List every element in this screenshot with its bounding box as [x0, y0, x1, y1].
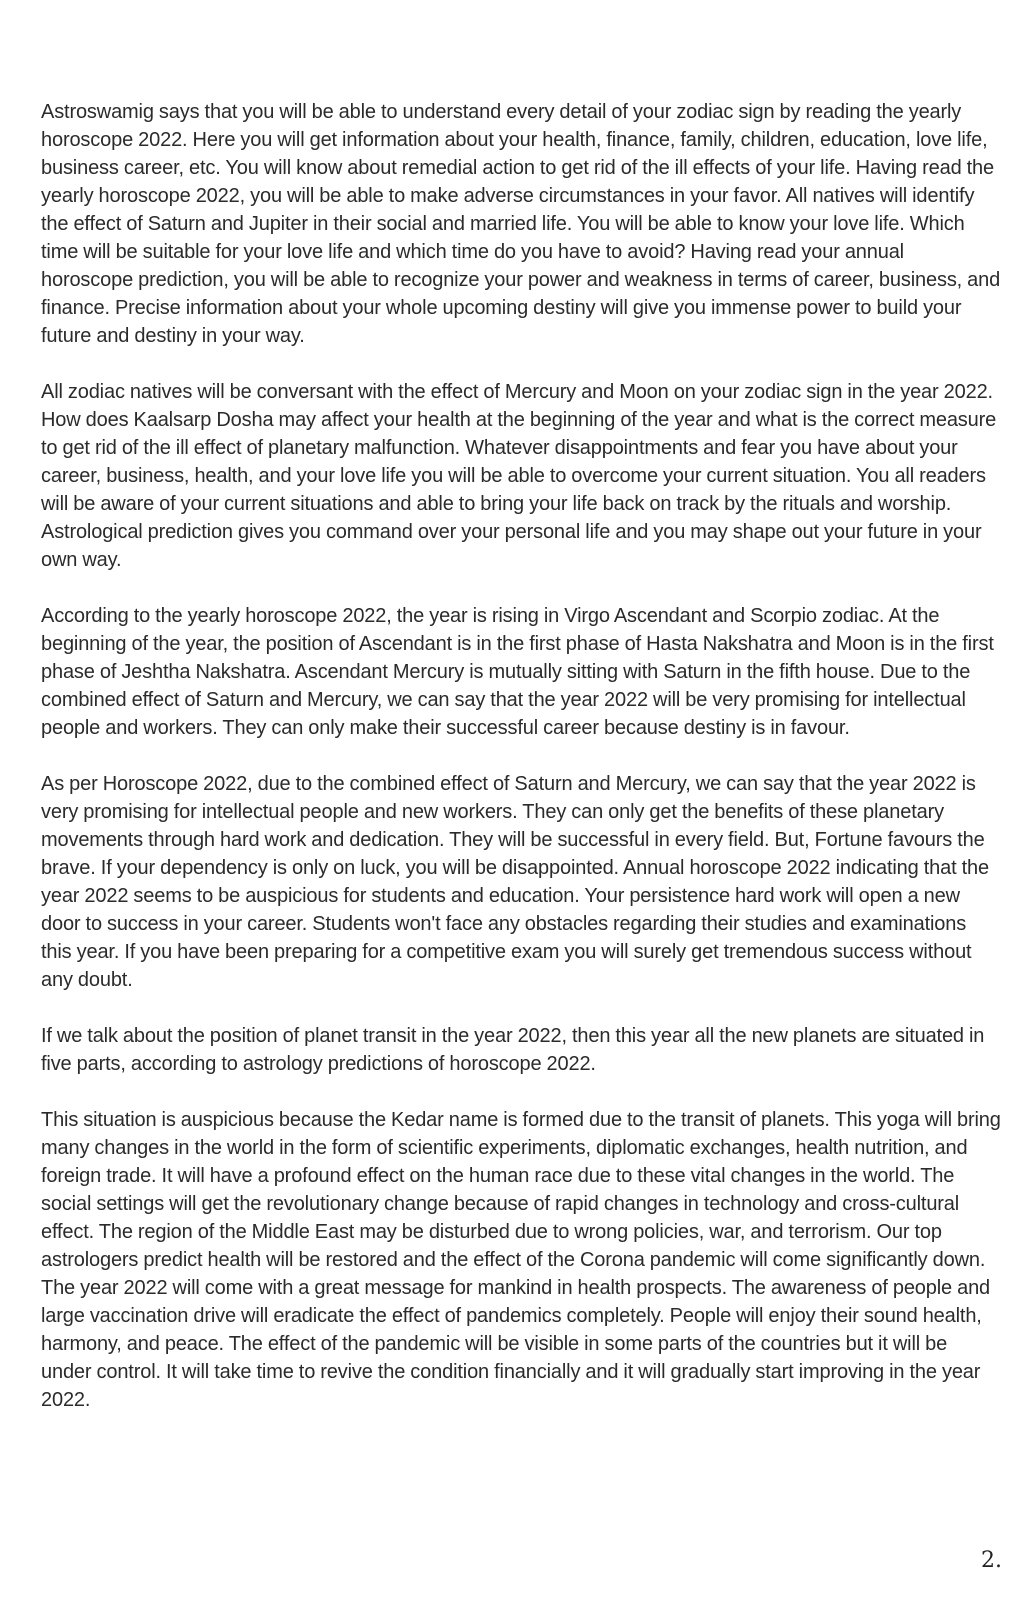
paragraph-intro: Astroswamig says that you will be able to understand every detail of your zodiac sign by reading the yearly horoscope 2022. Here you will get information about your health, finance, family, children, education, love life, business career, etc. You will know about remedial action to get rid of the ill effects of your life. Having read the yearly horoscope 2022, you will be able to make adverse circumstances in your favor. All natives will identify the effect of Saturn and Jupiter in their social and married life. You will be able to know your love life. Which time will be suitable for your love life and which time do you have to avoid? Having read your annual horoscope prediction, you will be able to recognize your power and weakness in terms of career, business, and finance. Precise information about your whole upcoming destiny will give you immense power to build your future and destiny in your way.	[41, 101, 1001, 347]
paragraph-ascendant: According to the yearly horoscope 2022, the year is rising in Virgo Ascendant and Scorpio zodiac. At the beginning of the year, the position of Ascendant is in the first phase of Hasta Nakshatra and Moon is in the first phase of Jeshtha Nakshatra. Ascendant Mercury is mutually sitting with Saturn in the fifth house. Due to the combined effect of Saturn and Mercury, we can say that the year 2022 will be very promising for intellectual people and workers. They can only make their successful career because destiny is in favour.	[41, 605, 994, 739]
paragraph-planet-transit: If we talk about the position of planet transit in the year 2022, then this year all the new planets are situated in five parts, according to astrology predictions of horoscope 2022.	[41, 1025, 985, 1075]
paragraph-mercury-moon: All zodiac natives will be conversant with the effect of Mercury and Moon on your zodiac sign in the year 2022. How does Kaalsarp Dosha may affect your health at the beginning of the year and what is the correct measure to get rid of the ill effect of planetary malfunction. Whatever disappointments and fear you have about your career, business, health, and your love life you will be able to overcome your current situation. You all readers will be aware of your current situations and able to bring your life back on track by the rituals and worship. Astrological prediction gives you command over your personal life and you may shape out your future in your own way.	[41, 381, 997, 571]
paragraph-kedar-yoga: This situation is auspicious because the Kedar name is formed due to the transit of planets. This yoga will bring many changes in the world in the form of scientific experiments, diplomatic exchanges, health nutrition, and foreign trade. It will have a profound effect on the human race due to these vital changes in the world. The social settings will get the revolutionary change because of rapid changes in technology and cross-cultural effect. The region of the Middle East may be disturbed due to wrong policies, war, and terrorism. Our top astrologers predict health will be restored and the effect of the Corona pandemic will come significantly down. The year 2022 will come with a great message for mankind in health prospects. The awareness of people and large vaccination drive will eradicate the effect of pandemics completely. People will enjoy their sound health, harmony, and peace. The effect of the pandemic will be visible in some parts of the countries but it will be under control. It will take time to revive the condition financially and it will gradually start improving in the year 2022.	[41, 1109, 1001, 1411]
paragraph-saturn-mercury: As per Horoscope 2022, due to the combined effect of Saturn and Mercury, we can say that the year 2022 is very promising for intellectual people and new workers. They can only get the benefits of these planetary movements through hard work and dedication. They will be successful in every field. But, Fortune favours the brave. If your dependency is only on luck, you will be disappointed. Annual horoscope 2022 indicating that the year 2022 seems to be auspicious for students and education. Your persistence hard work will open a new door to success in your career. Students won't face any obstacles regarding their studies and examinations this year. If you have been preparing for a competitive exam you will surely get tremendous success without any doubt.	[41, 773, 989, 991]
page-number: 2.	[981, 1548, 1002, 1573]
document-body	[41, 98, 1001, 1442]
